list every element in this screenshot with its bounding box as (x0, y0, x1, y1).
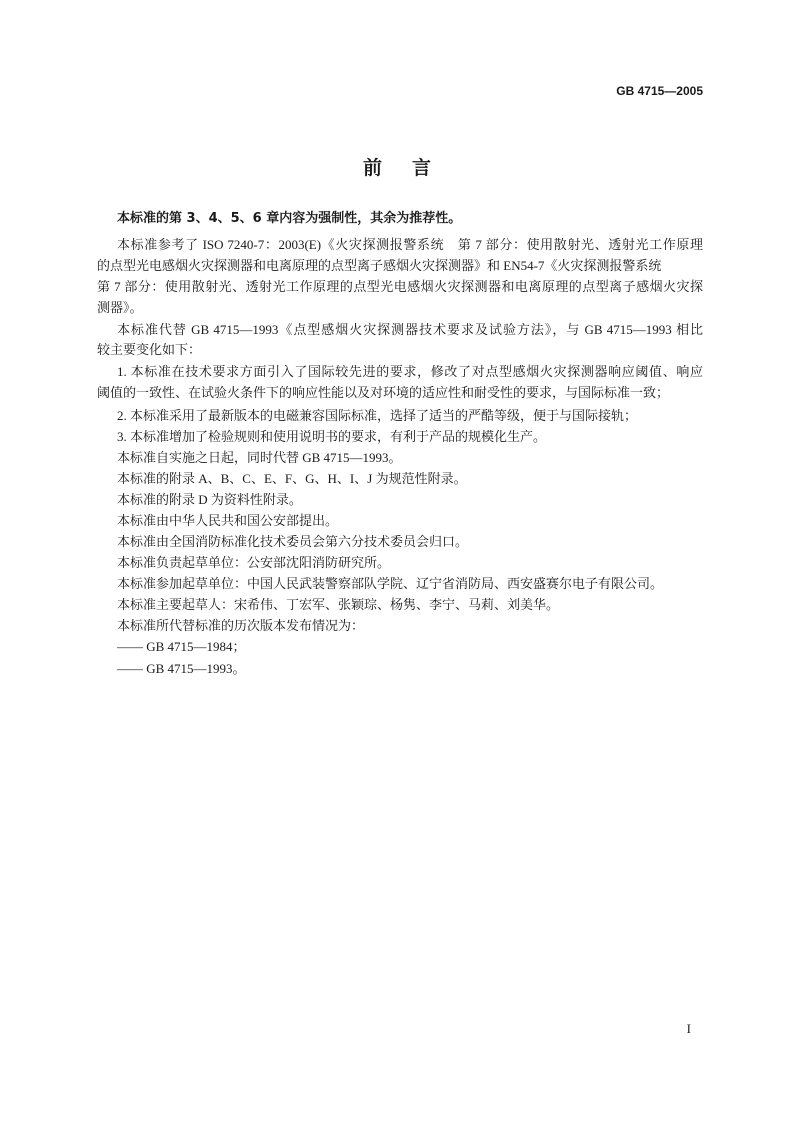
paragraph-line: 测器》。 (97, 300, 143, 315)
paragraph-line: 本标准主要起草人：宋希伟、丁宏军、张颖琮、杨隽、李宁、马莉、刘美华。 (117, 597, 560, 612)
paragraph-line: 本标准自实施之日起，同时代替 GB 4715—1993。 (117, 450, 402, 465)
paragraph-line: 本标准的第 3、4、5、6 章内容为强制性，其余为推荐性。 (117, 211, 462, 226)
paragraph-line: 本标准参考了 ISO 7240-7：2003(E)《火灾探测报警系统 第 7 部分：使用散射光、透射光工作原理 (117, 237, 703, 252)
page-number: I (686, 1021, 691, 1036)
paragraph-line: 的点型光电感烟火灾探测器和电离原理的点型离子感烟火灾探测器》和 EN54-7《火灾探测报警系统 (97, 258, 662, 273)
paragraph-line: 阈值的一致性、在试验火条件下的响应性能以及对环境的适应性和耐受性的要求，与国际标准一致； (97, 385, 670, 400)
paragraph-line: 本标准的附录 A、B、C、E、F、G、H、I、J 为规范性附录。 (117, 471, 467, 486)
page-title: 前言 (362, 157, 461, 179)
paragraph-line: 较主要变化如下： (97, 342, 202, 357)
paragraph-line: 第 7 部分：使用散射光、透射光工作原理的点型光电感烟火灾探测器和电离原理的点型离子感烟火灾探 (97, 279, 703, 294)
paragraph-line: 本标准负责起草单位：公安部沈阳消防研究所。 (117, 555, 391, 570)
paragraph-line: 2. 本标准采用了最新版本的电磁兼容国际标准，选择了适当的严酷等级，便于与国际接轨； (117, 408, 638, 423)
paragraph-line: 3. 本标准增加了检验规则和使用说明书的要求，有利于产品的规模化生产。 (117, 429, 547, 444)
paragraph-line: 本标准的附录 D 为资料性附录。 (117, 492, 302, 507)
list-item: —— GB 4715—1984； (117, 639, 246, 654)
paragraph-line: 本标准参加起草单位：中国人民武装警察部队学院、辽宁省消防局、西安盛赛尔电子有限公司。 (117, 576, 664, 591)
paragraph-line: 本标准所代替标准的历次版本发布情况为： (117, 618, 365, 633)
standard-number-header: GB 4715—2005 (616, 84, 703, 98)
paragraph-line: 本标准由全国消防标准化技术委员会第六分技术委员会归口。 (117, 534, 469, 549)
paragraph-line: 1. 本标准在技术要求方面引入了国际较先进的要求，修改了对点型感烟火灾探测器响应阈值、响应 (117, 364, 703, 379)
list-item: —— GB 4715—1993。 (117, 661, 246, 676)
paragraph-line: 本标准代替 GB 4715—1993《点型感烟火灾探测器技术要求及试验方法》，与 GB 4715—1993 相比 (117, 322, 703, 337)
paragraph-line: 本标准由中华人民共和国公安部提出。 (117, 513, 339, 528)
